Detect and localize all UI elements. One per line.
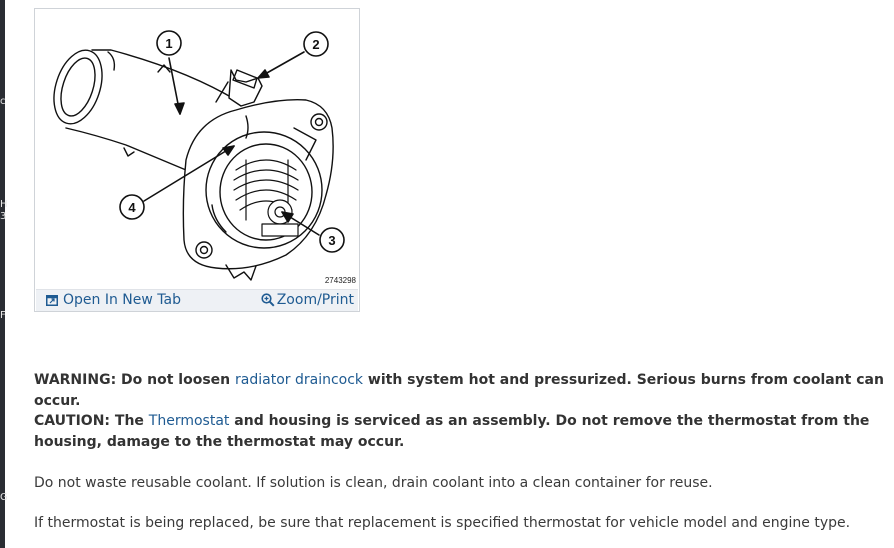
caution-paragraph bbox=[34, 411, 884, 453]
radiator-draincock-link[interactable]: radiator draincock bbox=[235, 372, 364, 388]
figure-number: 2743298 bbox=[324, 276, 356, 285]
callout-4 bbox=[120, 195, 144, 219]
figure-card bbox=[34, 8, 360, 312]
callout-label: 4 bbox=[128, 200, 136, 215]
zoom-print-link[interactable] bbox=[261, 292, 354, 308]
edge-glyph: G bbox=[0, 492, 8, 503]
warning-text-end: with system hot and pressurized. Serious burns from coolant can occur. bbox=[34, 372, 884, 409]
zoom-in-icon bbox=[261, 293, 275, 307]
thermostat-replacement-note: If thermostat is being replaced, be sure that replacement is specified thermostat for vehicle model and engine type. bbox=[34, 515, 851, 531]
sensor-port bbox=[216, 70, 262, 106]
edge-glyph: 3 bbox=[0, 211, 7, 222]
edge-glyph: c bbox=[0, 96, 6, 107]
warning-text-start: WARNING: Do not loosen bbox=[34, 372, 236, 388]
callout-2 bbox=[304, 32, 328, 56]
edge-glyph: H bbox=[0, 199, 8, 210]
edge-glyph: F bbox=[0, 310, 6, 321]
thermostat-link[interactable]: Thermostat bbox=[148, 413, 230, 429]
callout-label: 1 bbox=[165, 36, 173, 51]
left-edge-panel bbox=[0, 0, 8, 548]
callout-3 bbox=[320, 228, 344, 252]
zoom-print-label: Zoom/Print bbox=[276, 292, 354, 308]
open-in-new-tab-link[interactable] bbox=[46, 292, 181, 308]
warning-paragraph bbox=[34, 370, 884, 412]
open-in-new-tab-icon bbox=[46, 295, 58, 306]
callout-label: 2 bbox=[312, 37, 320, 52]
callout-label: 3 bbox=[328, 233, 336, 248]
caution-text-end: and housing is serviced as an assembly. Do not remove the thermostat from the housing, damage to the thermostat may occur. bbox=[34, 413, 870, 450]
callout-1 bbox=[157, 31, 181, 55]
figure-toolbar bbox=[36, 289, 358, 311]
thermostat-housing-illustration[interactable] bbox=[36, 10, 358, 288]
caution-text-start: CAUTION: The bbox=[34, 413, 149, 429]
open-in-new-tab-label: Open In New Tab bbox=[63, 292, 181, 308]
coolant-reuse-note: Do not waste reusable coolant. If solution is clean, drain coolant into a clean container for reuse. bbox=[34, 475, 713, 491]
housing-flange bbox=[183, 100, 336, 280]
